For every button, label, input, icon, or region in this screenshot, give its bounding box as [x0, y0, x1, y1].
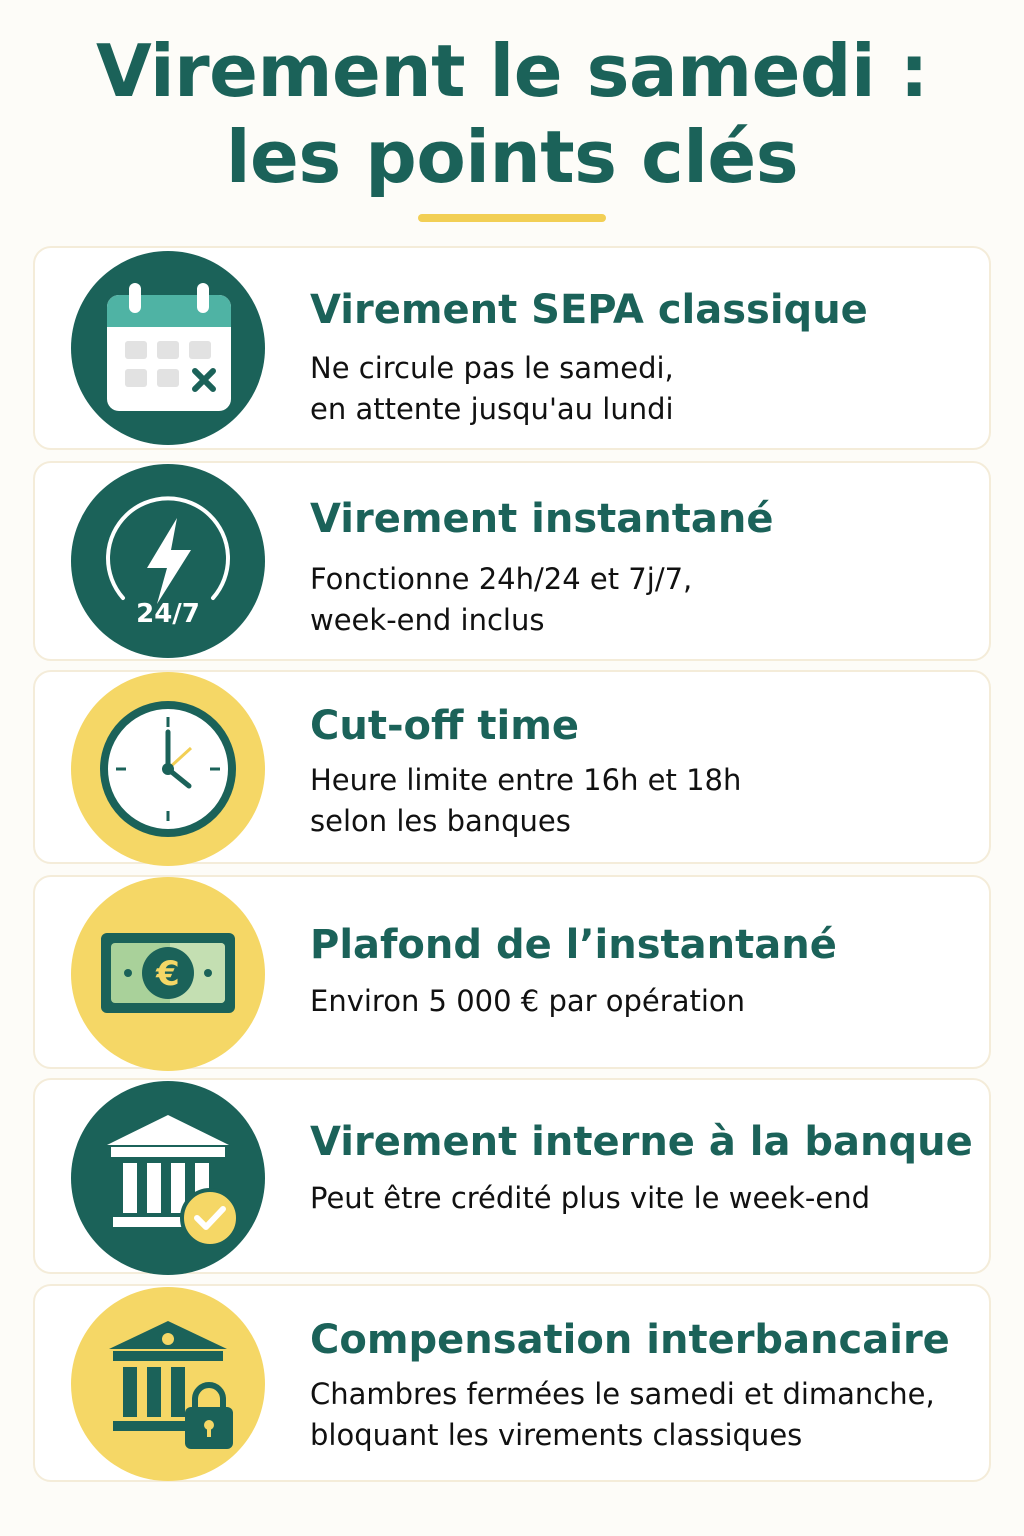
- card-description-line-1: Heure limite entre 16h et 18h: [310, 763, 742, 797]
- card-plafond: [33, 875, 991, 1069]
- euro-banknote-icon: [71, 877, 265, 1071]
- card-description-line-1: Peut être crédité plus vite le week-end: [310, 1181, 871, 1215]
- badge-24-7: 24/7: [136, 599, 200, 629]
- clock-icon: [71, 672, 265, 866]
- card-description: [310, 760, 969, 842]
- card-description-line-2: bloquant les virements classiques: [310, 1418, 803, 1452]
- card-title: Virement instantané: [310, 496, 774, 542]
- card-description: [310, 348, 969, 430]
- card-description: [310, 981, 969, 1022]
- card-virement-interne: [33, 1078, 991, 1274]
- card-description: [310, 1178, 969, 1219]
- card-description: [310, 559, 969, 641]
- page-title-line-2: les points clés: [225, 115, 799, 199]
- card-description-line-2: week-end inclus: [310, 603, 545, 637]
- euro-symbol: €: [156, 954, 180, 994]
- bank-lock-icon: [71, 1287, 265, 1481]
- title-underline: [418, 214, 606, 222]
- card-sepa-classique: [33, 246, 991, 450]
- lightning-24-7-icon: [71, 464, 265, 658]
- card-title: Plafond de l’instantané: [310, 922, 837, 968]
- card-description-line-1: Environ 5 000 € par opération: [310, 984, 746, 1018]
- card-description-line-1: Chambres fermées le samedi et dimanche,: [310, 1377, 935, 1411]
- card-description-line-2: en attente jusqu'au lundi: [310, 392, 674, 426]
- bank-check-icon: [71, 1081, 265, 1275]
- card-description: [310, 1374, 969, 1456]
- card-title: Virement SEPA classique: [310, 287, 868, 333]
- card-cut-off-time: [33, 670, 991, 864]
- card-description-line-1: Ne circule pas le samedi,: [310, 351, 674, 385]
- page-title: [0, 28, 1024, 200]
- card-description-line-1: Fonctionne 24h/24 et 7j/7,: [310, 562, 693, 596]
- calendar-x-icon: [71, 251, 265, 445]
- page-title-line-1: Virement le samedi :: [95, 29, 929, 113]
- card-compensation: [33, 1284, 991, 1482]
- card-description-line-2: selon les banques: [310, 804, 571, 838]
- card-title: Virement interne à la banque: [310, 1119, 973, 1165]
- card-title: Compensation interbancaire: [310, 1317, 950, 1363]
- card-instantane: [33, 461, 991, 661]
- card-title: Cut-off time: [310, 703, 580, 749]
